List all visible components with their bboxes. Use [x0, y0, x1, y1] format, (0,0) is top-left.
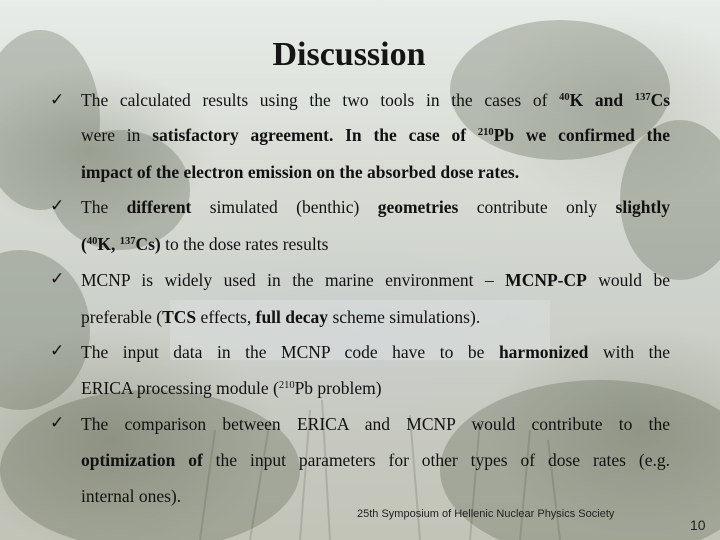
bullet-2-line-2	[81, 234, 670, 254]
bullet-2-line-1	[81, 197, 670, 217]
text-segment: full decay	[255, 307, 329, 327]
text-segment: geometries	[377, 197, 459, 217]
text-segment: to the dose rates results	[160, 234, 329, 254]
text-segment: harmonized	[498, 342, 589, 362]
text-segment: Pb we confirmed the	[493, 125, 670, 145]
bullet-1-line-1	[81, 90, 670, 110]
text-segment: . In the case of	[328, 125, 478, 145]
text-segment: The	[81, 197, 127, 217]
text-segment: with the	[588, 342, 670, 362]
superscript: 210	[278, 380, 295, 391]
text-segment: The comparison between ERICA and MCNP would contribute to the	[81, 414, 670, 434]
text-segment: satisfactory agreement	[152, 125, 329, 145]
slide-title: Discussion	[272, 36, 426, 73]
text-segment: The calculated results using the two tools in the cases of	[81, 90, 560, 110]
checkmark-icon: ✓	[50, 269, 65, 288]
superscript: 137	[634, 92, 651, 103]
footer-text: 25th Symposium of Hellenic Nuclear Physics Society	[357, 508, 615, 520]
text-segment: K,	[97, 234, 120, 254]
checkmark-icon: ✓	[50, 341, 65, 360]
bullet-5-line-3	[81, 486, 670, 506]
bullet-4-line-1	[81, 342, 670, 362]
text-segment: optimization of	[81, 450, 203, 470]
text-segment: preferable (	[81, 307, 163, 327]
text-segment: impact of the electron emission on the absorbed dose rates.	[81, 162, 520, 182]
checkmark-icon: ✓	[50, 90, 65, 109]
text-segment: TCS	[162, 307, 197, 327]
text-segment: internal ones).	[81, 486, 182, 506]
superscript: 137	[119, 236, 136, 247]
superscript: 40	[86, 236, 98, 247]
superscript: 40	[559, 92, 570, 103]
text-segment: (	[81, 234, 87, 254]
bullet-3-line-1	[81, 270, 670, 290]
bullet-3-line-2	[81, 307, 670, 327]
text-segment: simulated (benthic)	[191, 197, 378, 217]
text-segment: MCNP-CP	[505, 270, 587, 290]
checkmark-icon: ✓	[50, 196, 65, 215]
checkmark-icon: ✓	[50, 413, 65, 432]
bullet-5-line-2	[81, 450, 670, 470]
text-segment: were in	[81, 125, 153, 145]
text-segment: different	[126, 197, 192, 217]
text-segment: contribute only	[458, 197, 616, 217]
superscript: 210	[477, 127, 494, 138]
text-segment: the input parameters for other types of dose rates (e.g.	[202, 450, 670, 470]
bullet-1-line-2	[81, 125, 670, 145]
text-segment: K and	[569, 90, 635, 110]
bullet-1-line-3	[81, 162, 670, 182]
text-segment: Pb problem)	[294, 378, 382, 398]
page-number: 10	[690, 517, 706, 533]
text-segment: scheme simulations).	[328, 307, 481, 327]
text-segment: effects,	[196, 307, 256, 327]
bullet-4-line-2	[81, 378, 670, 398]
text-segment: slightly	[615, 197, 670, 217]
text-segment: The input data in the MCNP code have to be	[81, 342, 499, 362]
text-segment: would be	[586, 270, 670, 290]
bullet-5-line-1	[81, 414, 670, 434]
text-segment: Cs	[650, 90, 671, 110]
text-segment: ERICA processing module (	[81, 378, 279, 398]
text-segment: Cs)	[135, 234, 161, 254]
text-segment: MCNP is widely used in the marine environment –	[81, 270, 506, 290]
